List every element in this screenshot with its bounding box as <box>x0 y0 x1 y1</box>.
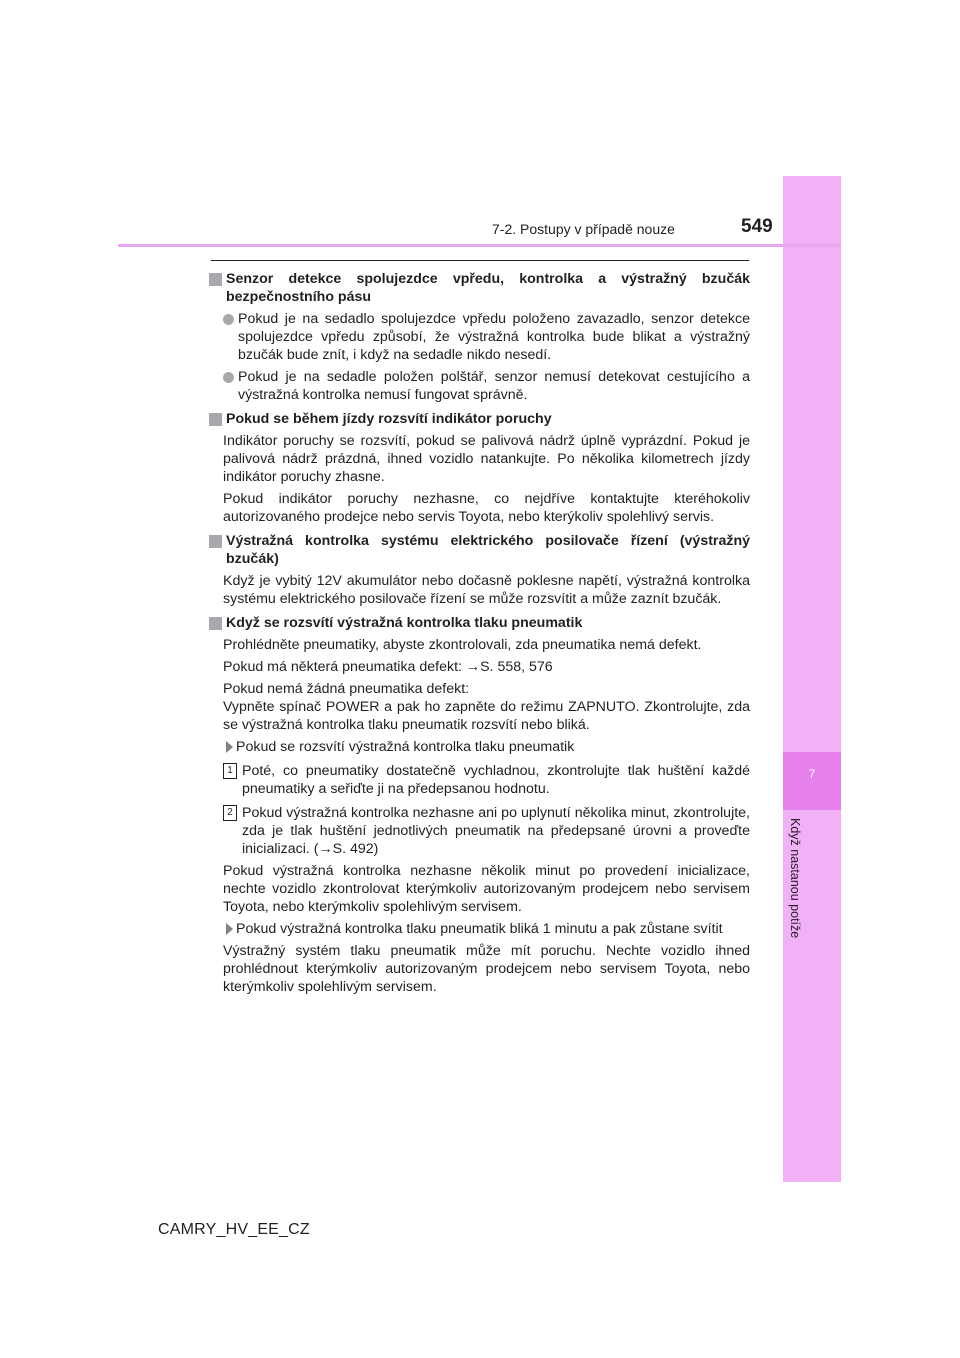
document-code: CAMRY_HV_EE_CZ <box>158 1221 310 1238</box>
header-divider <box>118 244 841 247</box>
square-bullet-icon <box>209 413 222 426</box>
heading-eps-warning: Výstražná kontrolka systému elektrického posilovače řízení (výstražný bzučák) <box>208 532 750 568</box>
circle-bullet-icon <box>223 372 234 383</box>
chapter-side-tab <box>783 176 841 1182</box>
step-number: 2 <box>223 805 237 821</box>
circle-bullet-icon <box>223 314 234 325</box>
step-item: 1 Poté, co pneumatiky dostatečně vychladnou, zkontrolujte tlak huštění každé pneumatiky a seřiďte ji na předepsanou hodnotu. <box>208 762 750 798</box>
condition-item: Pokud výstražná kontrolka tlaku pneumatik bliká 1 minutu a pak zůstane svítit <box>208 920 750 938</box>
paragraph-line: Vypněte spínač POWER a pak ho zapněte do režimu ZAPNUTO. Zkontrolujte, zda se výstražná kontrolka tlaku pneumatik rozsvítí nebo bliká. <box>223 699 750 733</box>
square-bullet-icon <box>209 617 222 630</box>
content-top-rule <box>211 260 749 261</box>
bullet-item: Pokud je na sedadlo spolujezdce vpředu položeno zavazadlo, senzor detekce spolujezdce vpředu způsobí, že výstražná kontrolka bude blikat a výstražný bzučák bude znít, i když na sedadle nikdo nesedí. <box>208 310 750 364</box>
heading-malfunction-indicator: Pokud se během jízdy rozsvítí indikátor poruchy <box>208 410 750 428</box>
square-bullet-icon <box>209 273 222 286</box>
paragraph <box>208 680 750 734</box>
square-bullet-icon <box>209 535 222 548</box>
paragraph-line: Pokud nemá žádná pneumatika defekt: <box>223 681 470 697</box>
paragraph: Výstražný systém tlaku pneumatik může mít poruchu. Nechte vozidlo ihned prohlédnout kterýmkoliv autorizovaným prodejcem nebo servisem Toyota, nebo kterýmkoliv spolehlivým servisem. <box>223 943 750 995</box>
triangle-arrow-icon <box>226 923 233 935</box>
page-number: 549 <box>741 216 773 237</box>
bullet-item: Pokud je na sedadle položen polštář, senzor nemusí detekovat cestujícího a výstražná kontrolka nemusí fungovat správně. <box>208 368 750 404</box>
chapter-number: 7 <box>808 767 816 781</box>
paragraph: Když je vybitý 12V akumulátor nebo dočasně poklesne napětí, výstražná kontrolka systému elektrického posilovače řízení se může rozsvítit a může zaznít bzučák. <box>223 573 750 607</box>
condition-item: Pokud se rozsvítí výstražná kontrolka tlaku pneumatik <box>208 738 750 756</box>
paragraph: Pokud má některá pneumatika defekt: →S. 558, 576 <box>223 659 553 675</box>
paragraph: Prohlédněte pneumatiky, abyste zkontrolovali, zda pneumatika nemá defekt. <box>223 637 702 653</box>
heading-passenger-sensor: Senzor detekce spolujezdce vpředu, kontrolka a výstražný bzučák bezpečnostního pásu <box>208 270 750 306</box>
triangle-arrow-icon <box>226 741 233 753</box>
chapter-number-marker <box>783 752 841 810</box>
heading-tire-pressure-warning: Když se rozsvítí výstražná kontrolka tlaku pneumatik <box>208 614 750 632</box>
paragraph: Pokud indikátor poruchy nezhasne, co nejdříve kontaktujte kteréhokoliv autorizovaného prodejce nebo servis Toyota, nebo kterýkoliv spolehlivý servis. <box>223 491 750 525</box>
paragraph: Indikátor poruchy se rozsvítí, pokud se palivová nádrž úplně vyprázdní. Pokud je palivová nádrž prázdná, ihned vozidlo natankujte. Po několika kilometrech jízdy indikátor poruchy zhasne. <box>223 433 750 485</box>
section-title: 7-2. Postupy v případě nouze <box>492 221 675 237</box>
page-content <box>208 264 750 996</box>
step-number: 1 <box>223 763 237 779</box>
chapter-title: Když nastanou potíže <box>788 818 802 939</box>
step-item: 2 Pokud výstražná kontrolka nezhasne ani po uplynutí několika minut, zkontrolujte, zda je tlak huštění jednotlivých pneumatik na předepsané úrovni a proveďte inicializaci. (→S. 492) <box>208 804 750 858</box>
paragraph: Pokud výstražná kontrolka nezhasne několik minut po provedení inicializace, nechte vozidlo zkontrolovat kterýmkoliv autorizovaným prodejcem nebo servisem Toyota, nebo kterýmkoliv spolehlivým servisem. <box>223 863 750 915</box>
